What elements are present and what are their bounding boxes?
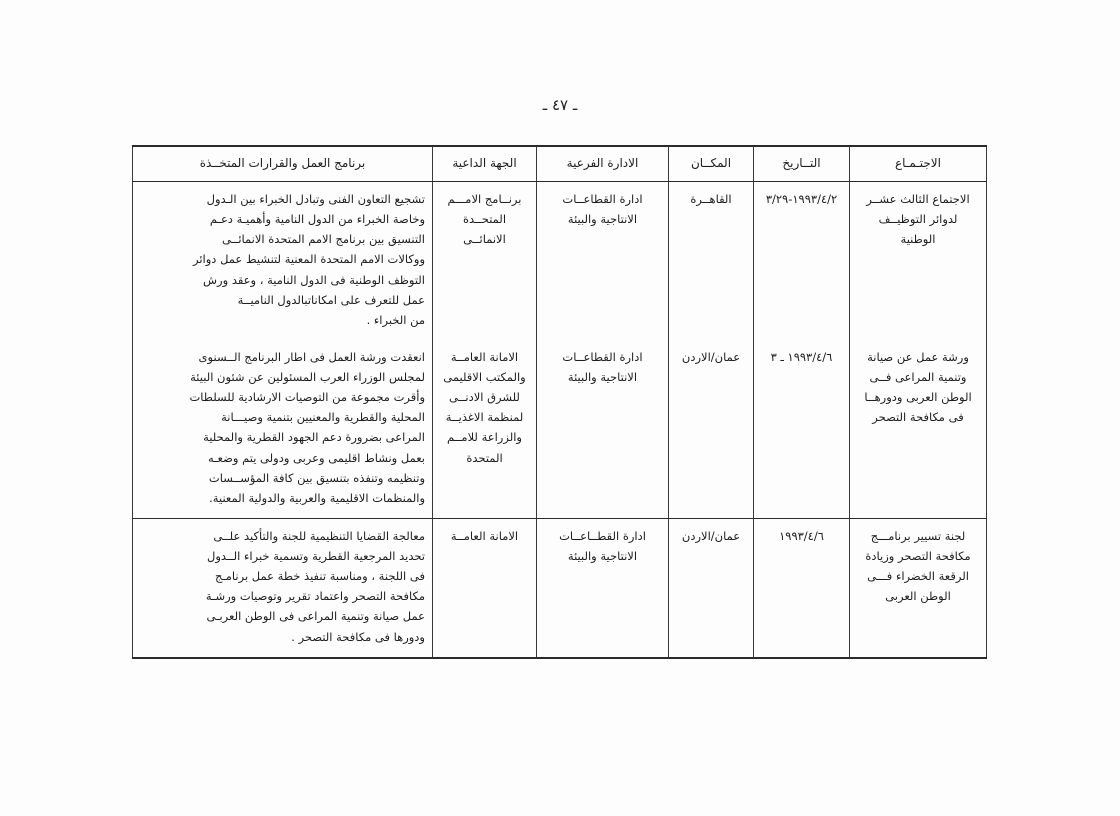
cell-line: لجنة تسيير برنامـــج [870,528,966,543]
cell-program [133,182,433,340]
activities-table [132,145,987,659]
cell-program [133,518,433,657]
cell-line: لدوائر التوظيــف [878,212,958,227]
table-row [133,340,987,519]
cell-date: ١٩٩٣/٤/٢-٣/٢٩ [754,182,850,340]
cell-line: التوظف الوطنية فى الدول النامية ، وعقد ورش [203,272,425,287]
cell-line: ودورها فى مكافحة التصحر . [291,629,425,644]
cell-place: عمان/الاردن [669,518,754,657]
column-header-sponsor: الجهة الداعية [433,146,537,182]
cell-line: عمل صيانة وتنمية المراعى فى الوطن العربـى [206,609,425,624]
page-number: ـ ٤٧ ـ [542,96,578,114]
cell-place: عمان/الاردن [669,340,754,519]
cell-line: الانمائــى [463,232,506,247]
cell-line: الامانة العامــة [450,349,519,364]
column-header-sub-admin: الادارة الفرعية [537,146,669,182]
cell-line: فى مكافحة التصحر [872,410,964,425]
cell-line: انعقدت ورشة العمل فى اطار البرنامج الــسنوى [198,349,425,364]
cell-line: الوطن العربى [885,589,951,604]
cell-line: المتحدة [466,450,503,465]
table-row [133,182,987,340]
cell-line: والمكتب الاقليمى [443,370,526,384]
cell-date: ١٩٩٣/٤/٦ [754,518,850,657]
cell-line: المراعى بضرورة دعم الجهود القطرية والمحلية [203,430,425,445]
cell-line: ووكالات الامم المتحدة المعنية لتنشيط عمل دوائر [193,252,425,267]
cell-line: الانتاجية والبيئة [567,549,638,563]
activities-table-container [133,145,987,659]
cell-line: مكافحة التصحر وزيادة [865,549,971,563]
cell-line: التنسيق بين برنامج الامم المتحدة الانمائــى [222,232,425,247]
cell-sponsor [433,340,537,519]
cell-line: والمنظمات الاقليمية والعربية والدولية المعنية. [209,490,425,505]
cell-line: الانتاجية والبيئة [567,212,638,227]
cell-line: ادارة القطاعــات [562,349,643,364]
cell-line: برنــامج الامـــم [447,192,522,206]
cell-date: ١٩٩٣/٤/٦ ـ ٣ [754,340,850,519]
cell-line: المتحــدة [462,212,507,227]
cell-line: وتنظيمه وتنفذه بتنسيق بين كافة المؤســسات [208,470,425,485]
cell-line: لمنظمة الاغذيــة [445,410,524,425]
cell-line: الرقعة الخضراء فـــى [867,569,969,584]
cell-line: لمجلس الوزراء العرب المسئولين عن شئون البيئة [190,370,425,384]
cell-sub-admin [537,340,669,519]
cell-line: تشجيع التعاون الفنى وتبادل الخبراء بين الـدول [206,192,425,206]
cell-line: ادارة القطــاعــات [559,528,646,543]
cell-line: من الخبراء . [366,312,425,327]
cell-line: للشرق الادنــى [449,390,520,405]
cell-line: عمل للتعرف على امكاناتبالدول الناميــة [237,292,425,307]
table-header-row [133,146,987,182]
cell-line: تحديد المرجعية القطرية وتسمية خبراء الــدول [206,549,425,563]
cell-line: الامانة العامــة [450,528,519,543]
cell-meeting [850,340,987,519]
cell-line: بعمل ونشاط اقليمى وعربى ودولى يتم وضعـه [208,450,425,465]
cell-sponsor [433,518,537,657]
cell-place: القاهــرة [669,182,754,340]
cell-line: ادارة القطاعــات [562,192,643,206]
cell-meeting [850,182,987,340]
column-header-program: برنامج العمل والقرارات المتخــذة [133,146,433,182]
cell-line: المحلية والقطرية والمعنيين بتنمية وصيـــانة [221,410,425,425]
cell-line: معالجة القضايا التنظيمية للجنة والتأكيد علــى [213,528,425,543]
cell-line: الاجتماع الثالث عشــر [866,192,970,206]
cell-meeting [850,518,987,657]
cell-sponsor [433,182,537,340]
cell-line: مكافحة التصحر واعتماد تقرير وتوصيات ورشـة [205,589,425,604]
cell-line: الانتاجية والبيئة [567,370,638,384]
column-header-meeting: الاجتـمـاع [850,146,987,182]
cell-line: فى اللجنة ، ومناسبة تنفيذ خطة عمل برنامـج [214,569,425,584]
cell-line: وخاصة الخبراء من الدول النامية وأهميـة دعـم [209,212,425,227]
cell-line: وتنمية المراعى فــى [869,370,967,384]
cell-line: الوطنية [900,232,936,247]
column-header-place: المكــان [669,146,754,182]
cell-line: وأقرت مجموعة من التوصيات الارشادية للسلطات [189,390,425,405]
column-header-date: التــاريخ [754,146,850,182]
table-row [133,518,987,657]
cell-sub-admin [537,182,669,340]
cell-line: والزراعة للامــم [447,430,522,445]
cell-sub-admin [537,518,669,657]
cell-program [133,340,433,519]
cell-line: الوطن العربى ودورهــا [864,390,972,405]
cell-line: ورشة عمل عن صيانة [867,349,969,364]
